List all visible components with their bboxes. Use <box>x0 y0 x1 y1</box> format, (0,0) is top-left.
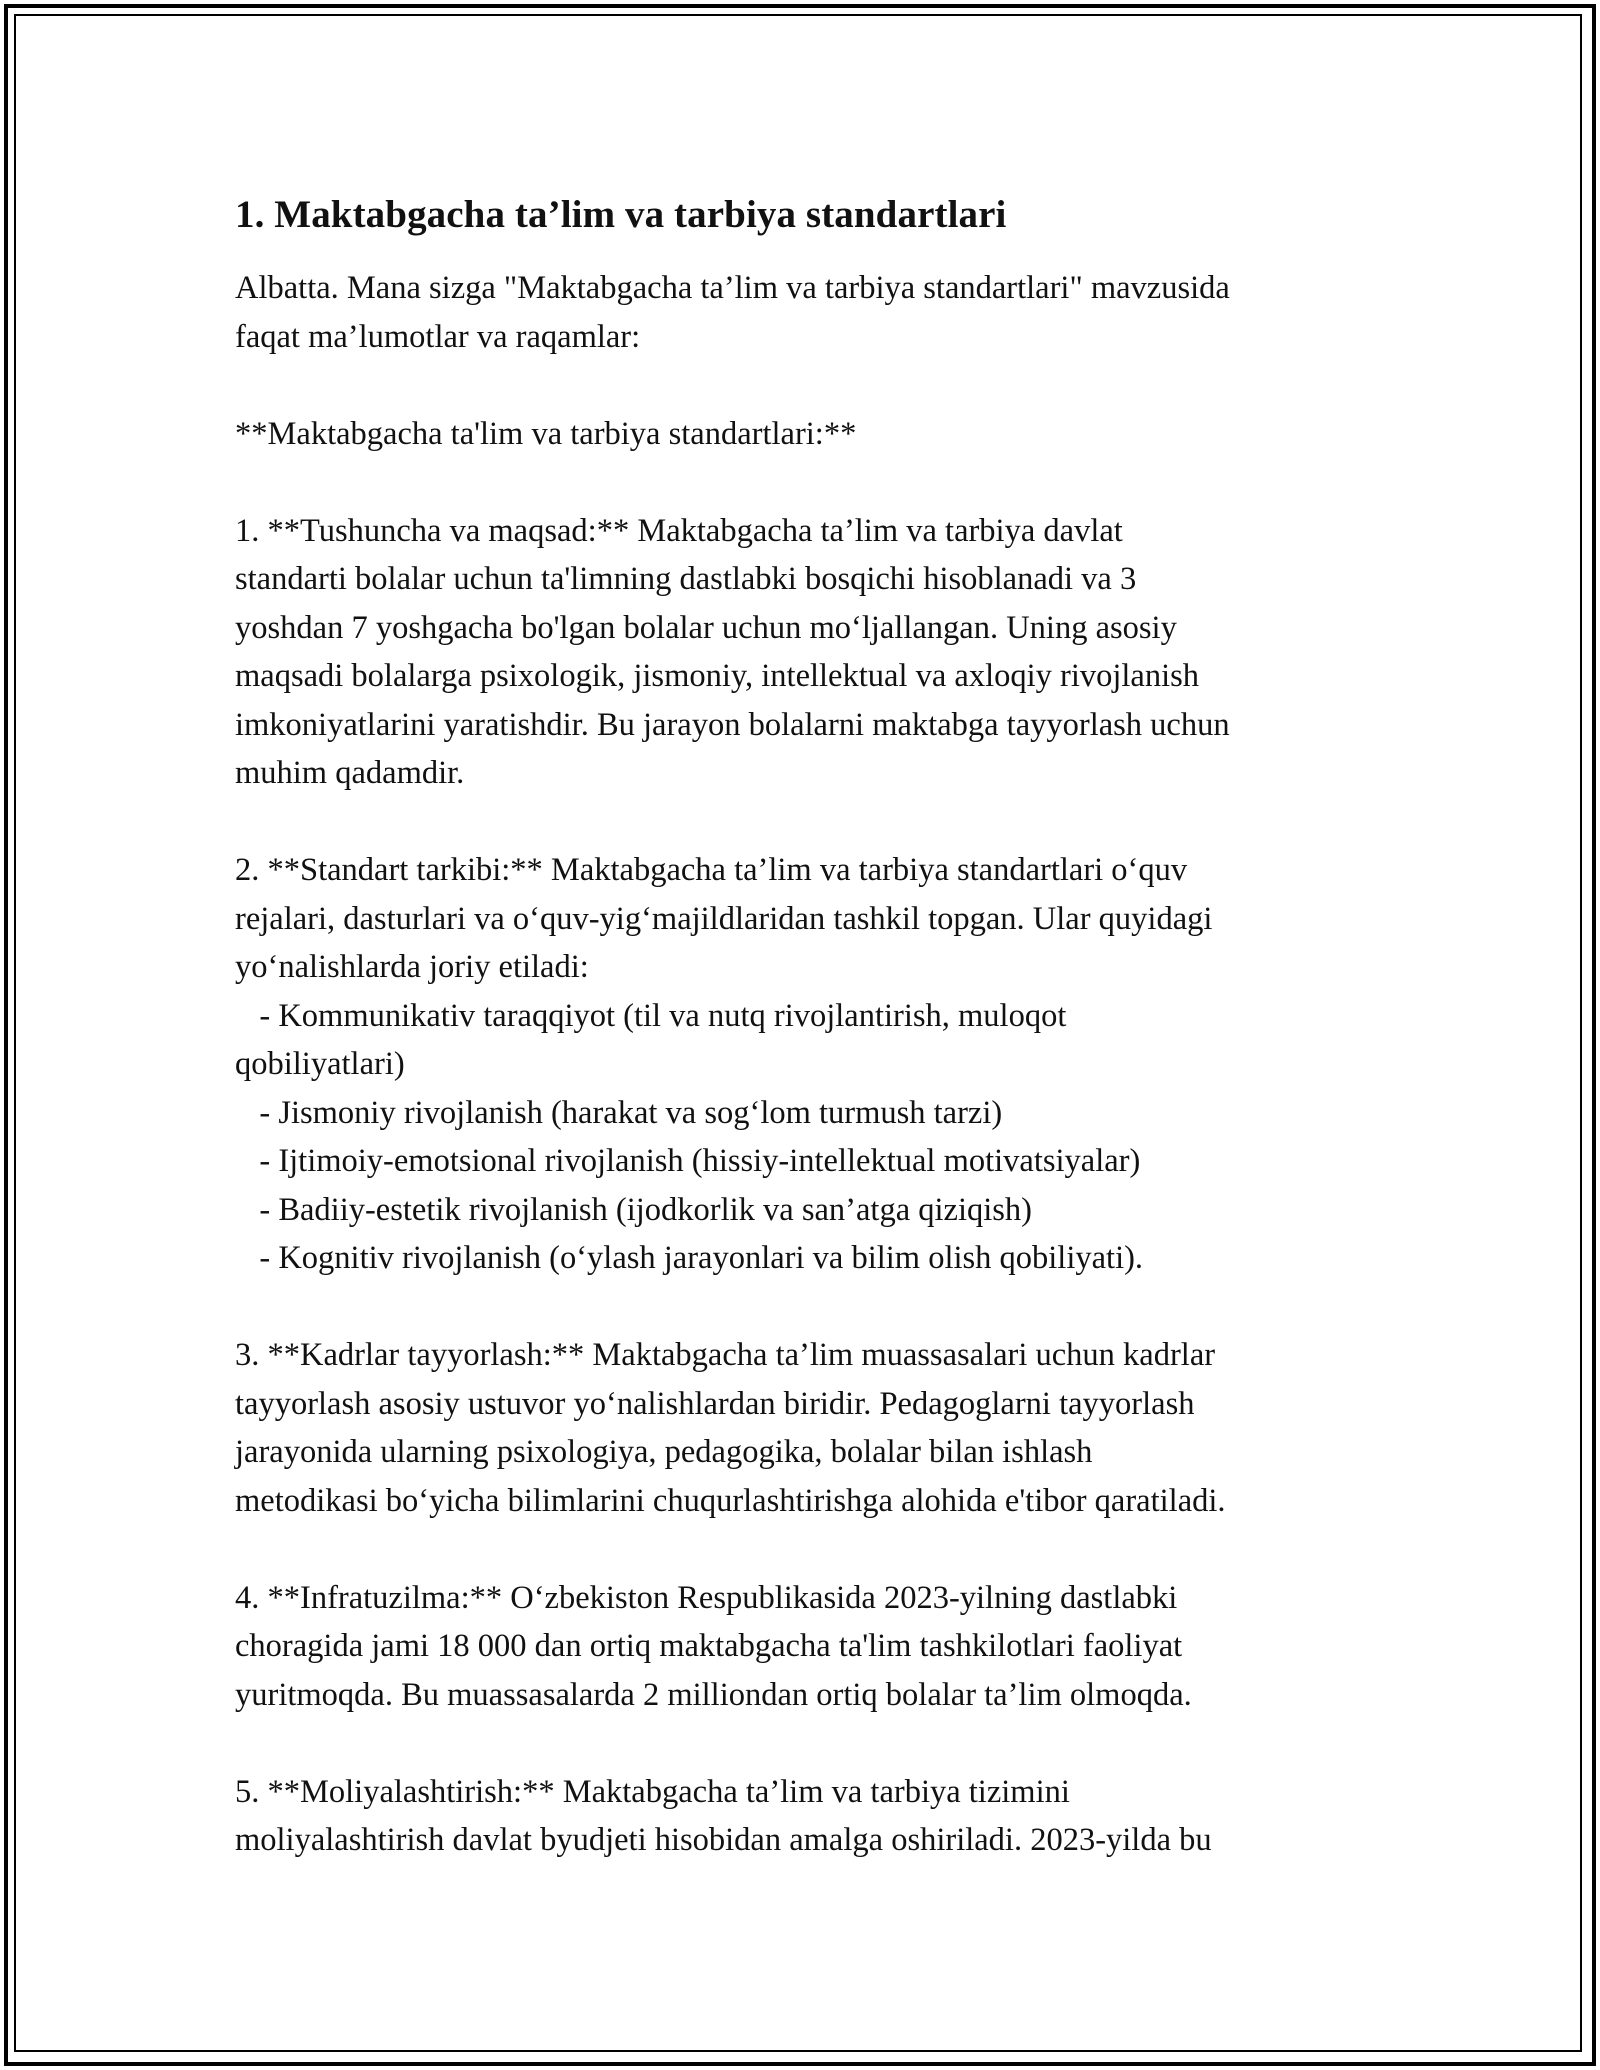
paragraph-financing: 5. **Moliyalashtirish:** Maktabgacha ta’lim va tarbiya tizimini moliyalashtirish davlat byudjeti hisobidan amalga oshiriladi. 2023-yilda bu <box>235 1773 1212 1858</box>
paragraph-structure: 2. **Standart tarkibi:** Maktabgacha ta’lim va tarbiya standartlari o‘quv rejalari, dasturlari va o‘quv-yig‘majildlaridan tashkil topgan. Ular quyidagi yo‘nalishlarda joriy etiladi: - Kommunikativ taraqqiyot (til va nutq rivojlantirish, muloqot qobiliyatlari) - Jismoniy rivojlanish (harakat va sog‘lom turmush tarzi) - Ijtimoiy-emotsional rivojlanish (hissiy-intellektual motivatsiyalar) - Badiiy-estetik rivojlanish (ijodkorlik va san’atga qiziqish) - Kognitiv rivojlanish (o‘ylash jarayonlari va bilim olish qobiliyati). <box>235 852 1213 1276</box>
page-title: 1. Maktabgacha ta’lim va tarbiya standartlari <box>235 193 1007 236</box>
paragraph-infrastructure: 4. **Infratuzilma:** O‘zbekiston Respublikasida 2023-yilning dastlabki choragida jami 18 000 dan ortiq maktabgacha ta'lim tashkilotlari faoliyat yuritmoqda. Bu muassasalarda 2 milliondan ortiq bolalar ta’lim olmoqda. <box>235 1579 1192 1713</box>
paragraph-concept: 1. **Tushuncha va maqsad:** Maktabgacha ta’lim va tarbiya davlat standarti bolalar uchun ta'limning dastlabki bosqichi hisoblanadi va 3 yoshdan 7 yoshgacha bo'lgan bolalar uchun mo‘ljallangan. Uning asosiy maqsadi bolalarga psixologik, jismoniy, intellektual va axloqiy rivojlanish imkoniyatlarini yaratishdir. Bu jarayon bolalarni maktabga tayyorlash uchun muhim qadamdir. <box>235 512 1230 791</box>
paragraph-heading: **Maktabgacha ta'lim va tarbiya standartlari:** <box>235 415 857 452</box>
document-body <box>235 190 1375 1865</box>
paragraph-intro: Albatta. Mana sizga "Maktabgacha ta’lim va tarbiya standartlari" mavzusida faqat ma’lumotlar va raqamlar: <box>235 270 1230 355</box>
paragraph-staff: 3. **Kadrlar tayyorlash:** Maktabgacha ta’lim muassasalari uchun kadrlar tayyorlash asosiy ustuvor yo‘nalishlardan biridir. Pedagoglarni tayyorlash jarayonida ularning psixologiya, pedagogika, bolalar bilan ishlash metodikasi bo‘yicha bilimlarini chuqurlashtirishga alohida e'tibor qaratiladi. <box>235 1337 1226 1519</box>
